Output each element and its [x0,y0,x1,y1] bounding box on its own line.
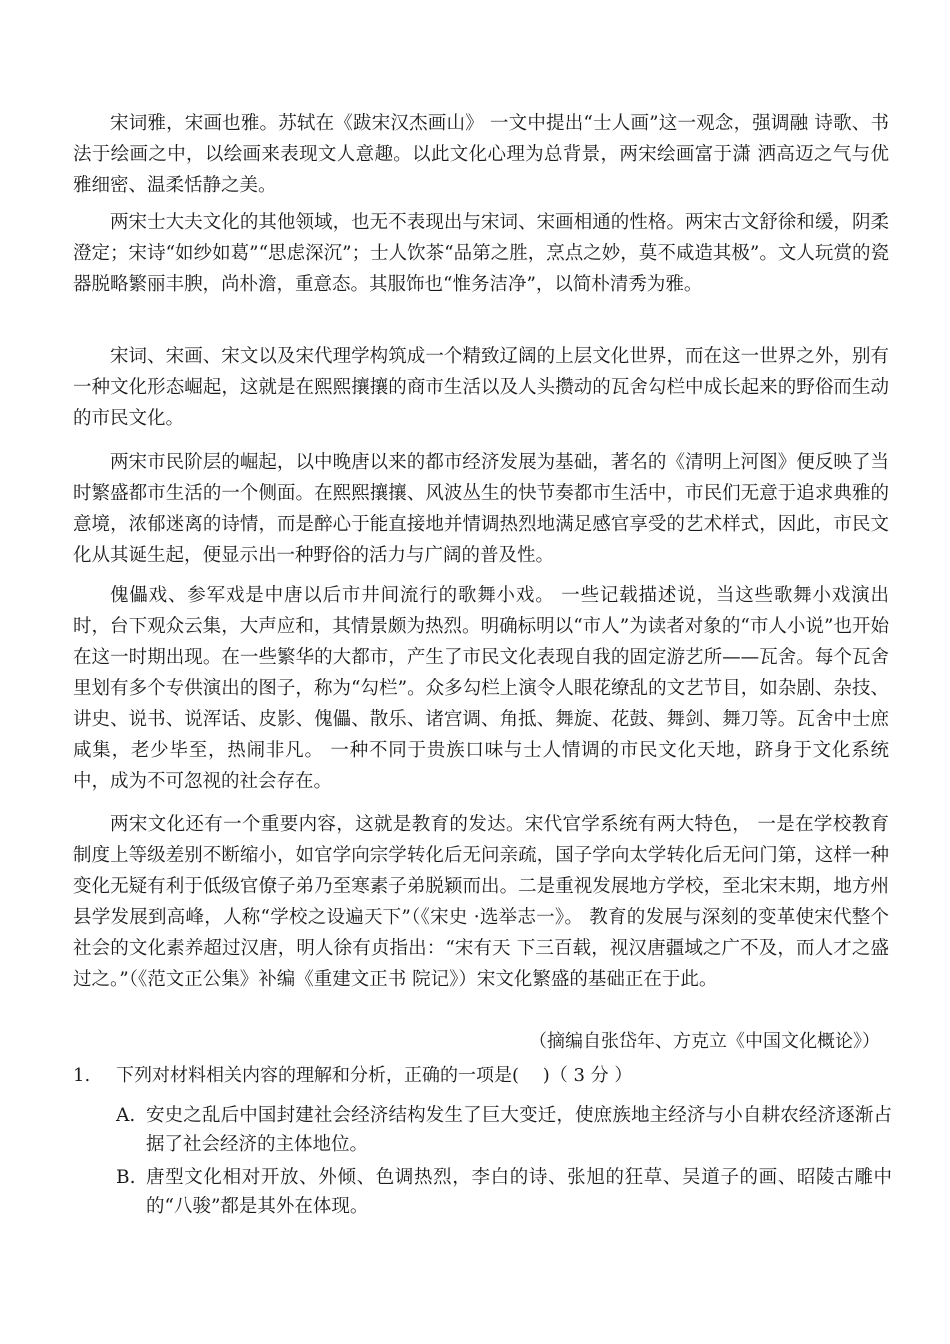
option-letter: A. [116,1105,136,1126]
paragraph-citizen-class: 两宋市民阶层的崛起，以中晚唐以来的都市经济发展为基础，著名的《清明上河图》便反映了当时繁盛都市生活的一个侧面。在熙熙攘攘、风波丛生的快节奏都市生活中，市民们无意于追求典雅的意境，浓郁迷离的诗情，而是醉心于能直接地并情调热烈地满足感官享受的艺术样式，因此，市民文化从其诞生起，便显示出一种野俗的活力与广阔的普及性。 [73,452,889,566]
paragraph-upper-culture: 宋词、宋画、宋文以及宋代理学构筑成一个精致辽阔的上层文化世界，而在这一世界之外，别有一种文化形态崛起，这就是在熙熙攘攘的商市生活以及人头攒动的瓦舍勾栏中成长起来的野俗而生动的市民文化。 [73,346,889,429]
source-citation: （摘编自张岱年、方克立《中国文化概论》） [529,1031,880,1052]
option-text: 唐型文化相对开放、外倾、色调热烈，李白的诗、张旭的狂草、吴道子的画、昭陵古雕中的“八骏”都是其外在体现。 [146,1167,892,1217]
paragraph-theatre: 傀儡戏、参军戏是中唐以后市井间流行的歌舞小戏。 一些记载描述说，当这些歌舞小戏演出时，台下观众云集，大声应和，其情景颇为热烈。明确标明以“市人”为读者对象的“市人小说”也开始在这一时期出现。在一些繁华的大都市，产生了市民文化表现自我的固定游艺所——瓦舍。每个瓦舍里划有多个专供演出的图子，称为“勾栏”。众多勾栏上演令人眼花缭乱的文艺节目，如杂剧、杂技、讲史、说书、说浑话、皮影、傀儡、散乐、诸宫调、角抵、舞旋、花鼓、舞剑、舞刀等。瓦舍中士庶咸集，老少毕至，热闹非凡。 一种不同于贵族口味与士人情调的市民文化天地，跻身于文化系统中，成为不可忽视的社会存在。 [73,585,889,792]
paragraph-song-painting: 宋词雅，宋画也雅。苏轼在《跋宋汉杰画山》 一文中提出“士人画”这一观念，强调融 诗歌、书法于绘画之中，以绘画来表现文人意趣。以此文化心理为总背景，两宋绘画富于潇 洒高迈之气与优雅细密、温柔恬静之美。 [73,113,889,196]
option-letter: B. [116,1167,136,1188]
option-b[interactable] [116,1163,892,1221]
paragraph-education: 两宋文化还有一个重要内容，这就是教育的发达。宋代官学系统有两大特色， 一是在学校教育制度上等级差别不断缩小，如官学向宗学转化后无问亲疏，国子学向太学转化后无问门第，这样一种变化无疑有利于低级官僚子弟乃至寒素子弟脱颖而出。二是重视发展地方学校，至北宋末期，地方州县学发展到高峰，人称“学校之设遍天下”（《宋史 ·选举志一》。 教育的发展与深刻的变革使宋代整个社会的文化素养超过汉唐，明人徐有贞指出：“宋有天 下三百载，视汉唐疆域之广不及，而人才之盛过之。”（《范文正公集》补编《重建文正书 院记》）宋文化繁盛的基础正在于此。 [73,814,889,990]
paragraph-scholar-culture: 两宋士大夫文化的其他领域，也无不表现出与宋词、宋画相通的性格。两宋古文舒徐和缓，阴柔澄定；宋诗“如纱如葛”“思虑深沉”；士人饮茶“品第之胜，烹点之妙，莫不咸造其极”。文人玩赏的瓷器脱略繁丽丰腴，尚朴澹，重意态。其服饰也“惟务洁净”，以简朴清秀为雅。 [73,212,889,295]
question-number: 1. [73,1065,91,1086]
question-stem [73,1062,889,1090]
option-a[interactable] [116,1101,892,1159]
question-text: 下列对材料相关内容的理解和分析，正确的一项是( )（ 3 分 ） [116,1065,633,1086]
option-text: 安史之乱后中国封建社会经济结构发生了巨大变迁，使庶族地主经济与小自耕农经济逐渐占据了社会经济的主体地位。 [146,1105,892,1155]
